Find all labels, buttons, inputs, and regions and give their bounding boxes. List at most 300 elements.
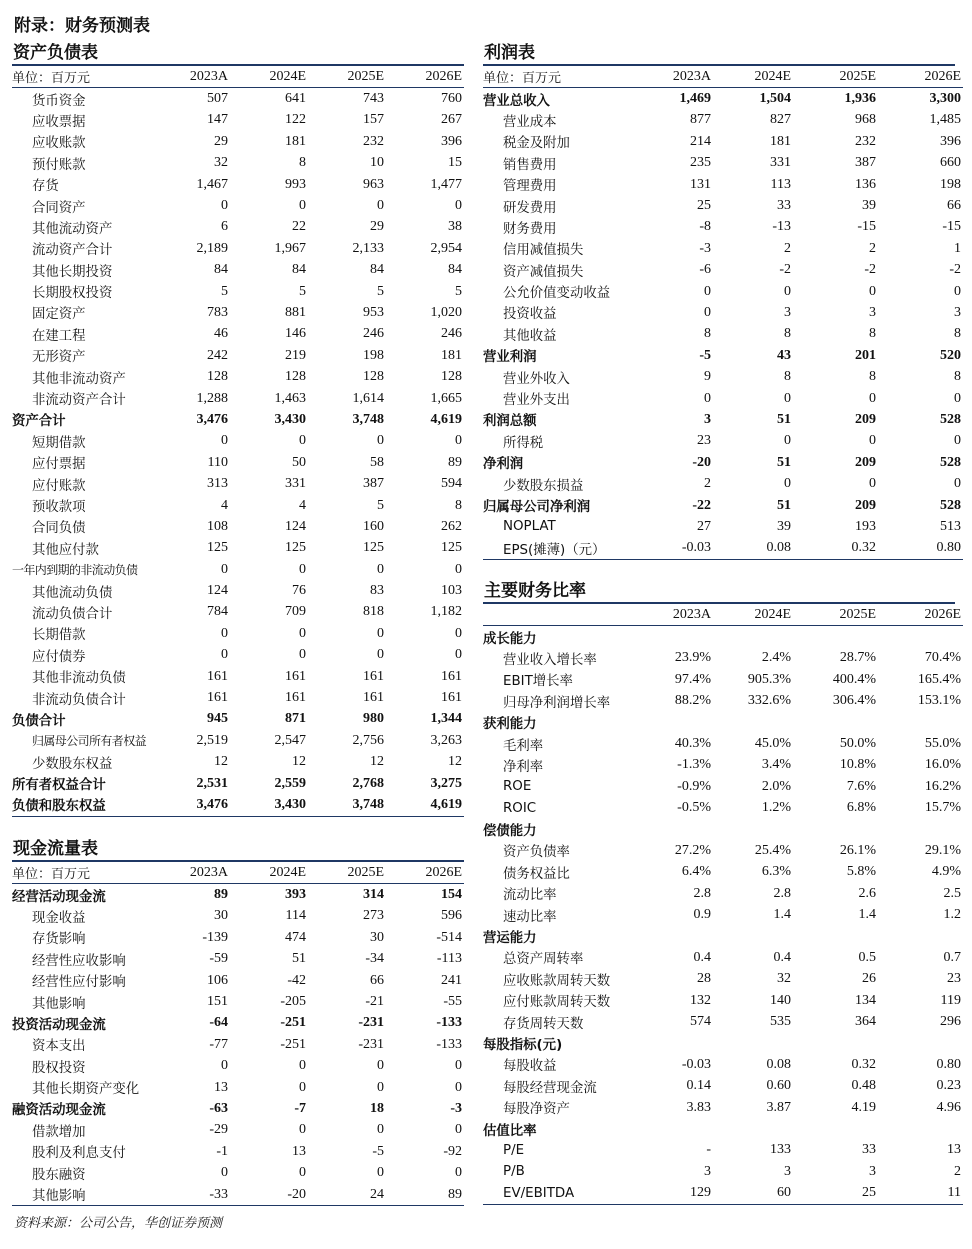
row-value: 400.4%: [832, 671, 876, 687]
row-value: 1: [954, 240, 961, 256]
row-value: 507: [207, 91, 228, 107]
row-value: 125: [207, 540, 228, 556]
table-row: [12, 409, 464, 430]
row-value: 8: [299, 155, 306, 171]
row-value: 15: [448, 155, 462, 171]
row-value: 134: [855, 992, 876, 1008]
row-value: 3,430: [230, 794, 308, 816]
table-row: [12, 88, 464, 110]
table-row: [483, 366, 963, 387]
row-label: 存货: [32, 179, 59, 195]
row-value: 2.8: [693, 885, 711, 901]
row-value: [713, 926, 793, 947]
row-value: 0.08: [766, 1056, 791, 1072]
table-row: [483, 1140, 963, 1161]
year-header: 2026E: [386, 862, 464, 884]
row-value: 113: [770, 176, 791, 192]
row-value: 0: [455, 1165, 462, 1181]
row-value: 3,748: [352, 411, 384, 427]
row-value: 2: [954, 1163, 961, 1179]
table-row: [12, 345, 464, 366]
table-row: [12, 1120, 464, 1141]
row-value: 1.4: [858, 907, 876, 923]
row-value: 165.4%: [917, 671, 961, 687]
row-value: -22: [692, 497, 711, 513]
row-value: 0.32: [851, 1056, 876, 1072]
row-value: 232: [855, 133, 876, 149]
row-value: 242: [207, 347, 228, 363]
row-value: -251: [280, 1015, 306, 1031]
table-row: [12, 473, 464, 494]
row-label: 其他影响: [32, 996, 86, 1012]
row-value: 209: [855, 454, 876, 470]
row-value: 5: [455, 283, 462, 299]
table-row: [12, 752, 464, 773]
year-header: 2023A: [633, 604, 713, 626]
table-row: [12, 709, 464, 730]
row-value: 2,756: [352, 732, 384, 748]
row-value: 26.1%: [839, 842, 876, 858]
row-value: 1,485: [929, 112, 961, 128]
income-statement-table: [483, 66, 963, 560]
row-value: 0: [954, 283, 961, 299]
table-row: [12, 153, 464, 174]
row-value: 97.4%: [674, 671, 711, 687]
row-value: 0.5: [858, 949, 876, 965]
row-value: 0.32: [793, 538, 878, 560]
table-row: [12, 1184, 464, 1206]
row-value: [793, 819, 878, 840]
row-value: -2: [864, 262, 876, 278]
row-label: 公允价值变动收益: [503, 286, 611, 302]
row-value: 151: [207, 994, 228, 1010]
row-label: 一年内到期的非流动负债: [12, 563, 138, 578]
row-label: 归属母公司净利润: [483, 500, 591, 515]
row-value: 0: [221, 1058, 228, 1074]
year-header: 2025E: [793, 604, 878, 626]
row-label: 利润总额: [483, 414, 537, 430]
row-value: 0: [221, 625, 228, 641]
table-row: [483, 538, 963, 560]
row-value: 8: [954, 326, 961, 342]
row-value: 160: [363, 518, 384, 534]
table-row: [12, 645, 464, 666]
row-value: -92: [443, 1143, 462, 1159]
row-value: -2: [779, 262, 791, 278]
row-value: -0.03: [681, 1056, 711, 1072]
row-label: 负债合计: [12, 713, 66, 729]
table-row: [12, 794, 464, 816]
row-value: 246: [363, 326, 384, 342]
row-label: 存货周转天数: [503, 1016, 584, 1032]
source-note: 资料来源：公司公告，华创证券预测: [14, 1216, 223, 1231]
row-value: -5: [699, 347, 711, 363]
row-label: 营业外支出: [503, 393, 570, 409]
row-value: 125: [285, 540, 306, 556]
row-label: 非流动资产合计: [32, 393, 126, 409]
row-value: 33: [862, 1142, 876, 1158]
row-value: 60: [713, 1183, 793, 1205]
row-value: 0: [704, 283, 711, 299]
row-label: 其他应付款: [32, 542, 99, 558]
row-value: 0: [377, 647, 384, 663]
row-value: 8: [869, 326, 876, 342]
income-statement-title: 利润表: [483, 42, 955, 66]
row-value: 2.6: [858, 885, 876, 901]
row-value: 2,559: [274, 775, 306, 791]
row-value: 28: [697, 971, 711, 987]
row-value: 0: [954, 390, 961, 406]
row-label: 经营性应收影响: [32, 953, 126, 969]
row-value: 0: [869, 433, 876, 449]
row-value: 0: [299, 1058, 306, 1074]
row-value: 0: [377, 1122, 384, 1138]
table-row: [12, 495, 464, 516]
table-row: [12, 970, 464, 991]
row-value: 0: [299, 1165, 306, 1181]
row-value: [793, 712, 878, 733]
table-row: [483, 1161, 963, 1182]
row-label: 流动负债合计: [32, 606, 113, 622]
row-label: 获利能力: [483, 717, 537, 733]
table-row: [483, 904, 963, 925]
row-value: 3: [954, 304, 961, 320]
row-value: 331: [770, 155, 791, 171]
table-row: [12, 1034, 464, 1055]
row-value: 596: [441, 908, 462, 924]
row-value: 963: [363, 176, 384, 192]
row-label: 资本支出: [32, 1039, 86, 1055]
table-row: [483, 840, 963, 861]
table-row: [12, 730, 464, 751]
row-value: 193: [855, 518, 876, 534]
table-row: [483, 1183, 963, 1205]
row-value: -133: [436, 1015, 462, 1031]
row-value: [633, 926, 713, 947]
row-value: 26: [862, 971, 876, 987]
row-value: 5.8%: [846, 864, 876, 880]
row-value: 0: [704, 390, 711, 406]
row-label: 投资活动现金流: [12, 1017, 106, 1033]
row-value: 16.0%: [924, 757, 961, 773]
table-row: [12, 238, 464, 259]
row-value: 51: [292, 951, 306, 967]
row-value: 0: [377, 1058, 384, 1074]
row-value: 8: [704, 326, 711, 342]
row-value: 0: [455, 1122, 462, 1138]
row-value: 4.9%: [931, 864, 961, 880]
row-value: 331: [285, 476, 306, 492]
row-value: 4.19: [851, 1099, 876, 1115]
row-value: 3: [704, 411, 711, 427]
row-value: 28.7%: [839, 650, 876, 666]
row-value: -8: [699, 219, 711, 235]
table-row: [12, 131, 464, 152]
row-value: 296: [940, 1014, 961, 1030]
table-row: [12, 687, 464, 708]
row-label: 流动比率: [503, 888, 557, 904]
row-value: 24: [308, 1184, 386, 1206]
row-value: 0: [455, 433, 462, 449]
row-value: 528: [940, 454, 961, 470]
row-value: 30: [370, 929, 384, 945]
row-value: 3,300: [929, 91, 961, 107]
row-value: 0: [377, 1079, 384, 1095]
row-value: 15.7%: [924, 800, 961, 816]
row-value: 881: [285, 304, 306, 320]
row-label: 资产合计: [12, 414, 66, 430]
row-value: -59: [209, 951, 228, 967]
row-value: 12: [214, 754, 228, 770]
row-value: 133: [770, 1142, 791, 1158]
row-value: 1.2%: [761, 800, 791, 816]
row-label: 所有者权益合计: [12, 778, 106, 794]
row-value: 2,954: [430, 240, 462, 256]
table-row: [483, 1118, 963, 1139]
row-value: 3: [784, 304, 791, 320]
row-value: 0: [455, 647, 462, 663]
header-row: [483, 604, 963, 626]
table-row: [483, 626, 963, 648]
row-value: [793, 1033, 878, 1054]
unit-label: 单位：百万元: [12, 66, 152, 88]
table-row: [483, 648, 963, 669]
row-value: 198: [363, 347, 384, 363]
row-value: 40.3%: [674, 736, 711, 752]
row-value: -55: [443, 994, 462, 1010]
table-row: [483, 431, 963, 452]
row-label: 每股指标(元): [483, 1038, 563, 1053]
row-value: [878, 926, 963, 947]
row-value: 387: [363, 476, 384, 492]
row-value: 743: [363, 91, 384, 107]
row-value: 16.2%: [924, 778, 961, 794]
row-value: -33: [152, 1184, 230, 1206]
row-label: 营业外收入: [503, 371, 570, 387]
row-value: 22: [292, 219, 306, 235]
row-label: 其他长期资产变化: [32, 1082, 140, 1098]
row-value: 0: [784, 283, 791, 299]
row-value: 528: [940, 411, 961, 427]
row-value: 9: [704, 369, 711, 385]
row-label: 非流动负债合计: [32, 692, 126, 708]
row-value: 2: [784, 240, 791, 256]
row-value: 235: [690, 155, 711, 171]
row-value: 313: [207, 476, 228, 492]
table-row: [483, 110, 963, 131]
table-row: [483, 1033, 963, 1054]
year-header: 2024E: [713, 66, 793, 88]
row-value: 474: [285, 929, 306, 945]
row-value: 119: [940, 992, 961, 1008]
row-label: 成长能力: [483, 631, 537, 647]
row-label: 其他流动负债: [32, 585, 113, 601]
row-value: 124: [207, 583, 228, 599]
row-value: 0: [455, 1079, 462, 1095]
row-value: 3: [784, 1163, 791, 1179]
row-label: 少数股东损益: [503, 478, 584, 494]
row-value: 2.5: [943, 885, 961, 901]
row-value: -3: [699, 240, 711, 256]
row-label: 负债和股东权益: [12, 794, 152, 816]
table-row: [483, 452, 963, 473]
table-row: [483, 733, 963, 754]
table-row: [12, 991, 464, 1012]
row-value: -: [706, 1142, 711, 1158]
row-value: 6.3%: [761, 864, 791, 880]
row-value: 161: [363, 690, 384, 706]
row-value: 4,619: [430, 411, 462, 427]
row-value: -1: [216, 1143, 228, 1159]
table-row: [12, 366, 464, 387]
row-value: -42: [287, 972, 306, 988]
row-value: 146: [285, 326, 306, 342]
row-value: 2,133: [352, 240, 384, 256]
row-label: 其他长期投资: [32, 264, 113, 280]
row-label: 其他流动资产: [32, 221, 113, 237]
row-value: -21: [365, 994, 384, 1010]
row-label: 应付账款: [32, 478, 86, 494]
table-row: [12, 538, 464, 559]
row-value: 23: [697, 433, 711, 449]
row-value: -34: [365, 951, 384, 967]
row-value: 5: [377, 497, 384, 513]
row-label: P/E: [503, 1142, 525, 1158]
row-value: 154: [441, 887, 462, 903]
row-label: 销售费用: [503, 157, 557, 173]
row-value: 364: [855, 1014, 876, 1030]
row-label: 经营性应付影响: [32, 975, 126, 991]
row-value: -231: [358, 1036, 384, 1052]
row-label: 其他非流动资产: [32, 371, 126, 387]
row-label: EV/EBITDA: [483, 1183, 633, 1205]
income-statement-section: [483, 42, 961, 560]
row-label: 偿债能力: [483, 824, 537, 840]
row-label: 每股经营现金流: [503, 1080, 597, 1096]
row-label: 债务权益比: [503, 866, 570, 882]
table-row: [12, 260, 464, 281]
row-value: 45.0%: [754, 736, 791, 752]
row-value: 267: [441, 112, 462, 128]
row-value: 147: [207, 112, 228, 128]
row-value: 1,967: [274, 240, 306, 256]
row-value: [633, 712, 713, 733]
row-label: 应付账款周转天数: [503, 995, 611, 1011]
row-value: -133: [436, 1036, 462, 1052]
row-value: 3.83: [686, 1099, 711, 1115]
row-value: -7: [294, 1100, 306, 1116]
table-row: [483, 174, 963, 195]
row-value: 39: [777, 518, 791, 534]
table-row: [483, 302, 963, 323]
row-value: 6: [221, 219, 228, 235]
row-value: 0: [221, 1165, 228, 1181]
row-value: 10: [370, 155, 384, 171]
row-value: 1,020: [430, 304, 462, 320]
row-label: 在建工程: [32, 328, 86, 344]
row-value: 89: [386, 1184, 464, 1206]
row-value: 51: [777, 454, 791, 470]
row-value: 594: [441, 476, 462, 492]
row-value: 30: [214, 908, 228, 924]
row-value: 0: [869, 390, 876, 406]
row-value: 7.6%: [846, 778, 876, 794]
row-value: 23: [947, 971, 961, 987]
table-row: [12, 195, 464, 216]
row-value: 3,476: [196, 411, 228, 427]
row-label: 融资活动现金流: [12, 1103, 106, 1119]
row-label: 税金及附加: [503, 136, 570, 152]
cash-flow-section: [12, 838, 464, 1206]
row-value: 2.4%: [761, 650, 791, 666]
row-label: 合同资产: [32, 200, 86, 216]
row-value: 905.3%: [747, 671, 791, 687]
row-value: 827: [770, 112, 791, 128]
balance-sheet-title: 资产负债表: [12, 42, 464, 66]
year-header: 2025E: [793, 66, 878, 88]
row-value: 0: [704, 304, 711, 320]
row-value: 0: [299, 561, 306, 577]
row-value: 23.9%: [674, 650, 711, 666]
row-value: 33: [777, 198, 791, 214]
table-row: [12, 302, 464, 323]
table-row: [12, 388, 464, 409]
row-value: 12: [292, 754, 306, 770]
row-value: 32: [214, 155, 228, 171]
row-value: -5: [372, 1143, 384, 1159]
row-label: 总资产周转率: [503, 952, 584, 968]
row-value: -113: [436, 951, 462, 967]
row-label: 每股净资产: [503, 1102, 570, 1118]
table-row: [12, 516, 464, 537]
row-value: 161: [207, 690, 228, 706]
table-row: [483, 969, 963, 990]
row-label: 存货影响: [32, 932, 86, 948]
row-value: 201: [855, 347, 876, 363]
row-value: 12: [448, 754, 462, 770]
row-value: 4: [221, 497, 228, 513]
table-row: [12, 452, 464, 473]
table-row: [12, 773, 464, 794]
row-label: 经营活动现金流: [12, 889, 106, 905]
row-value: 128: [285, 369, 306, 385]
row-label: 少数股东权益: [32, 756, 113, 772]
row-value: 0: [869, 283, 876, 299]
row-value: 128: [207, 369, 228, 385]
row-value: 528: [940, 497, 961, 513]
table-row: [12, 580, 464, 601]
row-value: [878, 712, 963, 733]
ratios-title: 主要财务比率: [483, 580, 955, 604]
row-label: 现金收益: [32, 910, 86, 926]
row-label: ROE: [503, 779, 532, 795]
row-value: -20: [692, 454, 711, 470]
table-row: [12, 1013, 464, 1034]
row-value: 818: [363, 604, 384, 620]
year-header: 2023A: [152, 862, 230, 884]
row-value: 1,463: [274, 390, 306, 406]
table-row: [12, 431, 464, 452]
row-value: 1,614: [352, 390, 384, 406]
row-label: 股东融资: [32, 1167, 86, 1183]
row-value: 25: [697, 198, 711, 214]
row-label: 所得税: [503, 435, 544, 451]
row-value: 2,531: [196, 775, 228, 791]
row-value: 153.1%: [917, 693, 961, 709]
row-value: 29.1%: [924, 842, 961, 858]
row-value: 574: [690, 1014, 711, 1030]
row-value: 46: [214, 326, 228, 342]
